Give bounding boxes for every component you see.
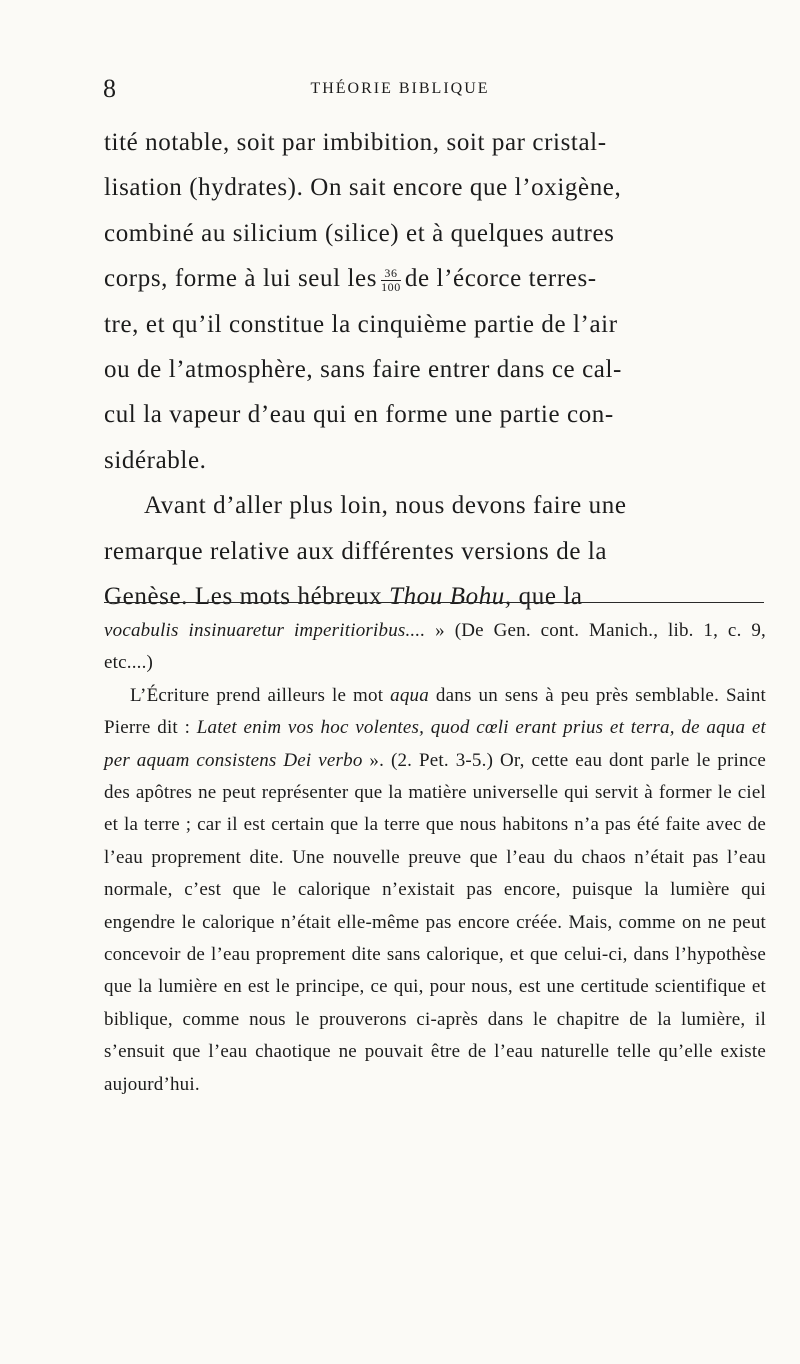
running-title: THÉORIE BIBLIQUE — [310, 80, 490, 97]
text-line: combiné au silicium (silice) et à quelques autres — [104, 219, 615, 247]
fraction-numerator: 36 — [381, 267, 401, 281]
text-line: Avant d’aller plus loin, nous devons faire une — [144, 492, 627, 520]
text-line: ou de l’atmosphère, sans faire entrer dans ce cal- — [104, 356, 622, 384]
text-fragment: ». (2. Pet. 3-5.) Or, cette eau dont parle le prince des apôtres ne peut représenter que la matière universelle qui servit à former le ciel et la terre ; car il est certain que la terre que nous habitons n’a pas été faite avec de l’eau proprement dite. Une nouvelle preuve que l’eau du chaos n’était pas l’eau normale, c’est que le calorique n’existait pas encore, puisque la lumière qui engendre le calorique n’était elle-même pas encore créée. Mais, comme on ne peut concevoir de l’eau proprement dite sans calorique, et que celui-ci, dans l’hypothèse que la lumière en est le principe, ce qui, pour nous, est une certitude scientifique et biblique, comme nous le prouverons ci-après dans le chapitre de la lumière, il s’ensuit que l’eau chaotique ne pouvait être de l’eau naturelle telle qu’elle existe aujourd’hui. — [104, 749, 766, 1095]
page-number: 8 — [103, 74, 116, 103]
paragraph-1 — [104, 120, 764, 483]
footnotes — [104, 615, 766, 1101]
text-fragment: » (De Gen. cont. — [435, 620, 580, 641]
italic-quote: vocabulis insinuaretur imperitioribus.... — [104, 620, 426, 641]
text-line: cul la vapeur d’eau qui en forme une partie con- — [104, 401, 614, 429]
text-line: tre, et qu’il constitue la cinquième partie de l’air — [104, 310, 618, 338]
text-line — [104, 256, 764, 301]
text-line — [104, 574, 764, 619]
footnote-divider — [104, 602, 764, 603]
text-fragment: L’Écriture prend ailleurs le mot — [130, 684, 384, 706]
fraction — [381, 267, 401, 294]
fraction-denominator: 100 — [381, 279, 401, 294]
text-line: remarque relative aux différentes versions de la — [104, 537, 608, 565]
text-line: tité notable, soit par imbibition, soit par cristal- — [104, 129, 607, 156]
text-line: sidérable. — [104, 446, 207, 474]
italic-term: aqua — [390, 684, 429, 706]
text-fragment: Genèse. Les mots hébreux — [104, 583, 383, 611]
page-header — [0, 74, 800, 114]
footnote-paragraph-2 — [104, 680, 766, 1101]
text-fragment: que la — [518, 583, 583, 611]
footnote-paragraph-1 — [104, 615, 766, 680]
italic-quote: Latet enim vos hoc volentes, quod cœli erant prius et terra, de aqua et per aquam consistens Dei verbo — [104, 717, 766, 771]
italic-term: Thou Bohu, — [389, 583, 512, 611]
text-fragment: dans un sens à peu près semblable. Saint Pierre dit : — [104, 684, 767, 739]
main-text — [104, 120, 764, 619]
text-fragment: corps, forme à lui seul les — [104, 265, 378, 293]
text-fragment: Manich., lib. 1, c. 9, etc....) — [104, 620, 767, 674]
text-fragment: de l’écorce terres- — [404, 265, 597, 293]
text-line: lisation (hydrates). On sait encore que l’oxigène, — [104, 174, 622, 202]
paragraph-2 — [104, 483, 764, 619]
